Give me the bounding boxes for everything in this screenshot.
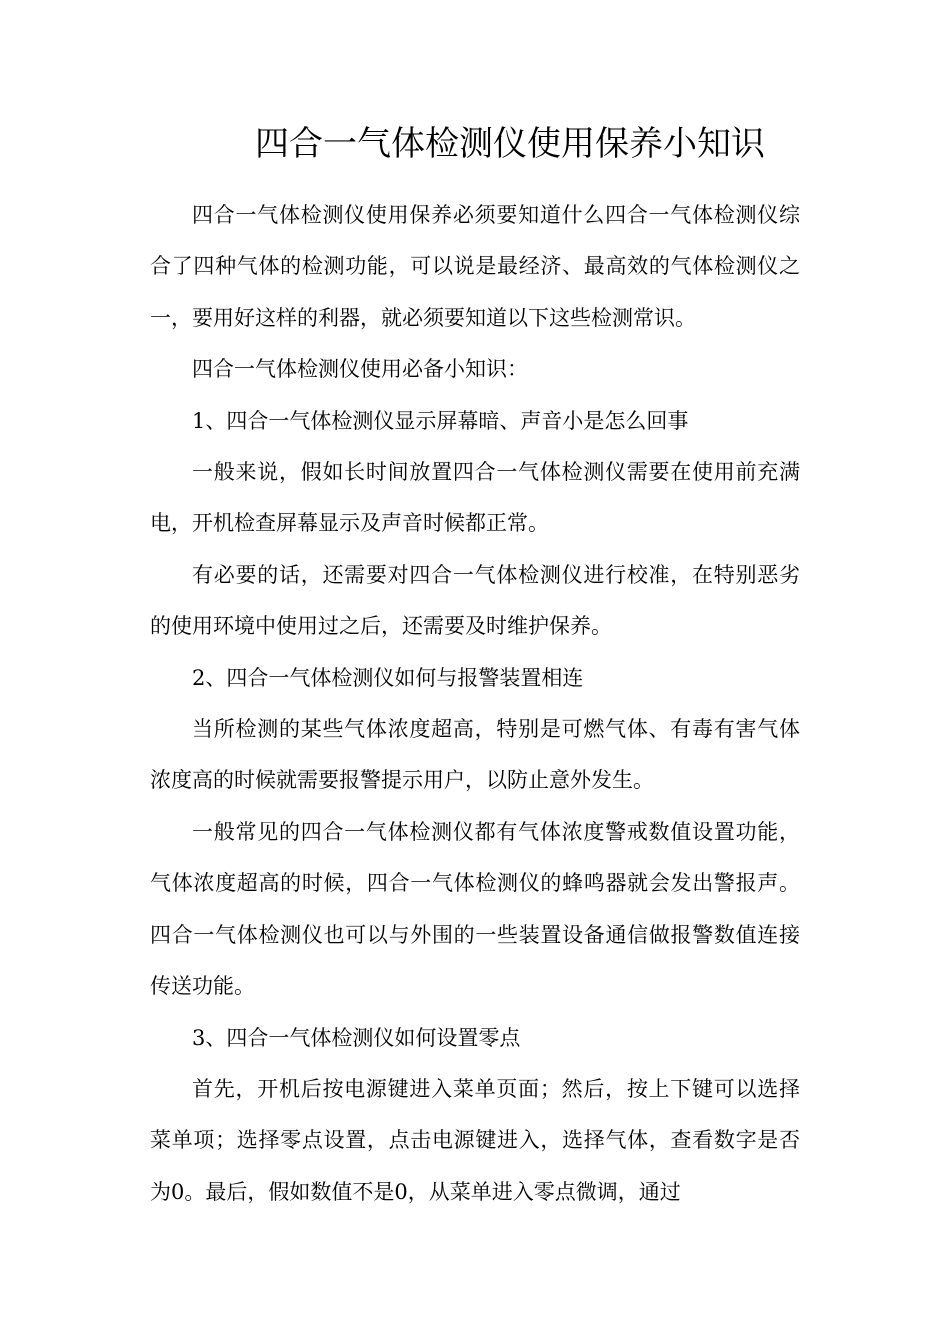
paragraph: 有必要的话，还需要对四合一气体检测仪进行校准，在特别恶劣的使用环境中使用过之后，还需要及时维护保养。	[150, 562, 800, 639]
section-heading: 2、四合一气体检测仪如何与报警装置相连	[192, 665, 584, 690]
paragraph: 一般来说，假如长时间放置四合一气体检测仪需要在使用前充满电，开机检查屏幕显示及声音时候都正常。	[150, 460, 800, 536]
section-heading: 3、四合一气体检测仪如何设置零点	[192, 1025, 521, 1050]
document-body	[150, 190, 800, 1218]
paragraph: 当所检测的某些气体浓度超高，特别是可燃气体、有毒有害气体浓度高的时候就需要报警提示用户，以防止意外发生。	[150, 717, 800, 793]
section-heading: 1、四合一气体检测仪显示屏幕暗、声音小是怎么回事	[192, 408, 689, 433]
document-title: 四合一气体检测仪使用保养小知识	[255, 124, 765, 164]
paragraph: 四合一气体检测仪使用必备小知识：	[192, 357, 528, 382]
paragraph: 首先，开机后按电源键进入菜单页面；然后，按上下键可以选择菜单项；选择零点设置，点击电源键进入，选择气体，查看数字是否为0。最后，假如数值不是0，从菜单进入零点微调，通过	[150, 1076, 800, 1204]
paragraph: 四合一气体检测仪使用保养必须要知道什么四合一气体检测仪综合了四种气体的检测功能，可以说是最经济、最高效的气体检测仪之一，要用好这样的利器，就必须要知道以下这些检测常识。	[150, 203, 800, 330]
paragraph: 一般常见的四合一气体检测仪都有气体浓度警戒数值设置功能，气体浓度超高的时候，四合一气体检测仪的蜂鸣器就会发出警报声。四合一气体检测仪也可以与外围的一些装置设备通信做报警数值连接传送功能。	[150, 819, 800, 999]
